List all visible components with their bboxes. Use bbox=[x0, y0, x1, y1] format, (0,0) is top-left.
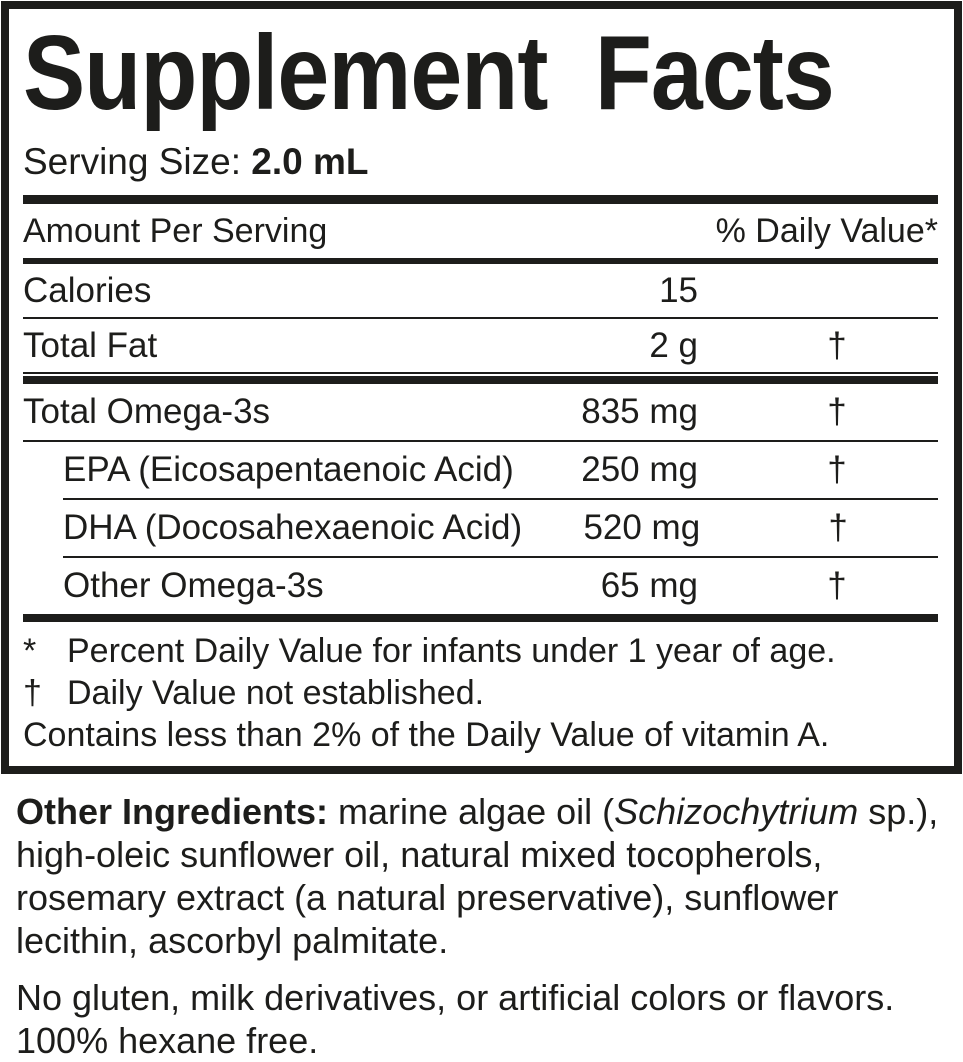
claims-paragraph bbox=[16, 976, 947, 1062]
nutrient-name: Total Fat bbox=[23, 325, 158, 365]
nutrient-dv: † bbox=[827, 392, 847, 431]
separator-heavy-bottom bbox=[23, 614, 938, 622]
other-ingredients-paragraph bbox=[16, 790, 947, 962]
supplement-facts-panel bbox=[1, 1, 962, 774]
serving-size bbox=[23, 141, 938, 183]
nutrient-row-other-omega3s bbox=[23, 558, 938, 614]
nutrient-dv: † bbox=[827, 325, 847, 365]
footnote-text: Percent Daily Value for infants under 1 year of age. bbox=[67, 632, 836, 670]
nutrient-amount: 2 g bbox=[649, 325, 698, 365]
nutrient-name: DHA (Docosahexaenoic Acid) bbox=[63, 508, 523, 547]
serving-size-label: Serving Size: bbox=[23, 141, 241, 182]
footnote-not-established bbox=[23, 672, 938, 714]
nutrient-amount: 250 mg bbox=[581, 450, 698, 489]
nutrient-row-total-omega3s bbox=[23, 384, 938, 440]
below-panel-text bbox=[0, 774, 963, 1062]
nutrient-amount: 520 mg bbox=[583, 508, 701, 547]
header-amount-per-serving: Amount Per Serving bbox=[23, 211, 328, 250]
ingredients-genus-italic: Schizochytrium bbox=[614, 791, 859, 832]
claim-no-gluten: No gluten, milk derivatives, or artificial colors or flavors. bbox=[16, 977, 895, 1018]
nutrient-amount: 65 mg bbox=[600, 566, 698, 605]
separator-thick-top bbox=[23, 195, 938, 204]
footnote-text: Daily Value not established. bbox=[67, 674, 485, 712]
nutrient-row-total-fat bbox=[23, 319, 938, 372]
nutrient-name: Other Omega-3s bbox=[63, 566, 324, 605]
table-header bbox=[23, 204, 938, 258]
ingredients-text-2: sp.), high-oleic sunflower oil, natural mixed tocopherols, rosemary extract (a natural preservative), sunflower lecithin, ascorbyl palmitate. bbox=[16, 791, 939, 961]
supplement-label bbox=[0, 1, 963, 1061]
serving-size-value: 2.0 mL bbox=[251, 141, 369, 182]
asterisk-symbol: * bbox=[23, 632, 37, 670]
nutrient-name: Total Omega-3s bbox=[23, 392, 271, 431]
nutrient-name: Calories bbox=[23, 270, 152, 310]
nutrient-row-dha bbox=[23, 500, 938, 556]
footnotes bbox=[23, 630, 938, 756]
nutrient-amount: 15 bbox=[659, 270, 698, 310]
other-ingredients-label: Other Ingredients: bbox=[16, 791, 329, 832]
nutrient-row-calories bbox=[23, 264, 938, 317]
footnote-daily-value bbox=[23, 630, 938, 672]
nutrient-row-epa bbox=[23, 442, 938, 498]
footnote-vitamin-a bbox=[23, 714, 938, 756]
nutrient-amount: 835 mg bbox=[581, 392, 698, 431]
nutrient-dv: † bbox=[827, 450, 847, 489]
footnote-text: Contains less than 2% of the Daily Value of vitamin A. bbox=[23, 716, 830, 754]
header-daily-value: % Daily Value* bbox=[715, 211, 938, 250]
nutrient-dv: † bbox=[827, 566, 847, 605]
dagger-symbol: † bbox=[23, 674, 42, 712]
nutrient-name: EPA (Eicosapentaenoic Acid) bbox=[63, 450, 514, 489]
separator-heavy bbox=[23, 376, 938, 384]
panel-title: Supplement Facts bbox=[23, 14, 834, 132]
nutrient-dv: † bbox=[828, 508, 848, 547]
ingredients-text-1: marine algae oil ( bbox=[328, 791, 615, 832]
claim-hexane-free: 100% hexane free. bbox=[16, 1020, 319, 1061]
